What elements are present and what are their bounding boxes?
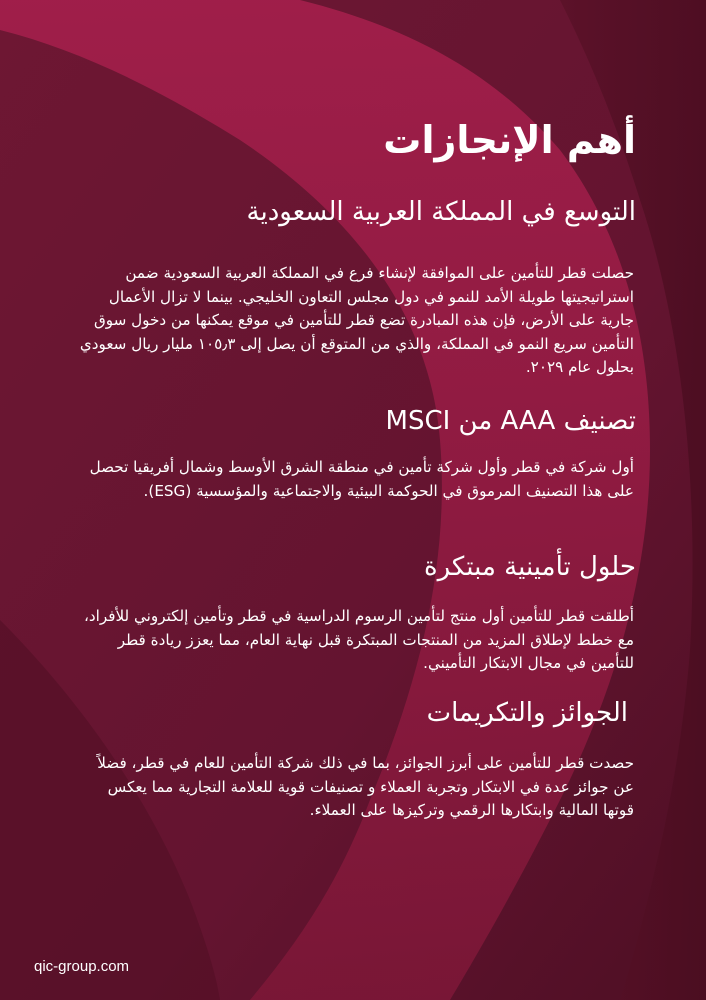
section-heading-saudi-expansion: التوسع في المملكة العربية السعودية [246, 197, 636, 227]
section-body-msci-rating: أول شركة في قطر وأول شركة تأمين في منطقة الشرق الأوسط وشمال أفريقيا تحصل على هذا التصنيف المرموق في الحوكمة البيئية والاجتماعية والمؤسسية (ESG). [89, 458, 634, 500]
section-heading-msci-rating: تصنيف AAA من MSCI [385, 406, 636, 436]
section-heading-innovative-solutions: حلول تأمينية مبتكرة [423, 552, 636, 582]
section-body-awards: حصدت قطر للتأمين على أبرز الجوائز، بما في ذلك شركة التأمين للعام في قطر، فضلاً عن جوائز عدة في الابتكار وتجربة العملاء و تصنيفات قوية للعلامة التجارية مما يعكس قوتها المالية وابتكارها الرقمي وتركيزها على العملاء. [97, 754, 634, 819]
section-body-innovative-solutions: أطلقت قطر للتأمين أول منتج لتأمين الرسوم الدراسية في قطر وتأمين إلكتروني للأفراد، مع خطط لإطلاق المزيد من المنتجات المبتكرة قبل نهاية العام، مما يعزز ريادة قطر للتأمين في مجال الابتكار التأميني. [83, 607, 634, 672]
footer-website-link[interactable]: qic-group.com [34, 958, 130, 975]
section-heading-awards: الجوائز والتكريمات [426, 698, 628, 728]
section-body-saudi-expansion: حصلت قطر للتأمين على الموافقة لإنشاء فرع في المملكة العربية السعودية ضمن استراتيجيتها طويلة الأمد للنمو في دول مجلس التعاون الخليجي. بينما لا تزال الأعمال جارية على الأرض، فإن هذه المبادرة تضع قطر للتأمين في موقع يمكنها من دخول سوق التأمين سريع النمو في المملكة، والذي من المتوقع أن يصل إلى ١٠٥٫٣ مليار ريال سعودي بحلول عام ٢٠٢٩. [79, 264, 634, 376]
page-title: أهم الإنجازات [383, 118, 636, 162]
